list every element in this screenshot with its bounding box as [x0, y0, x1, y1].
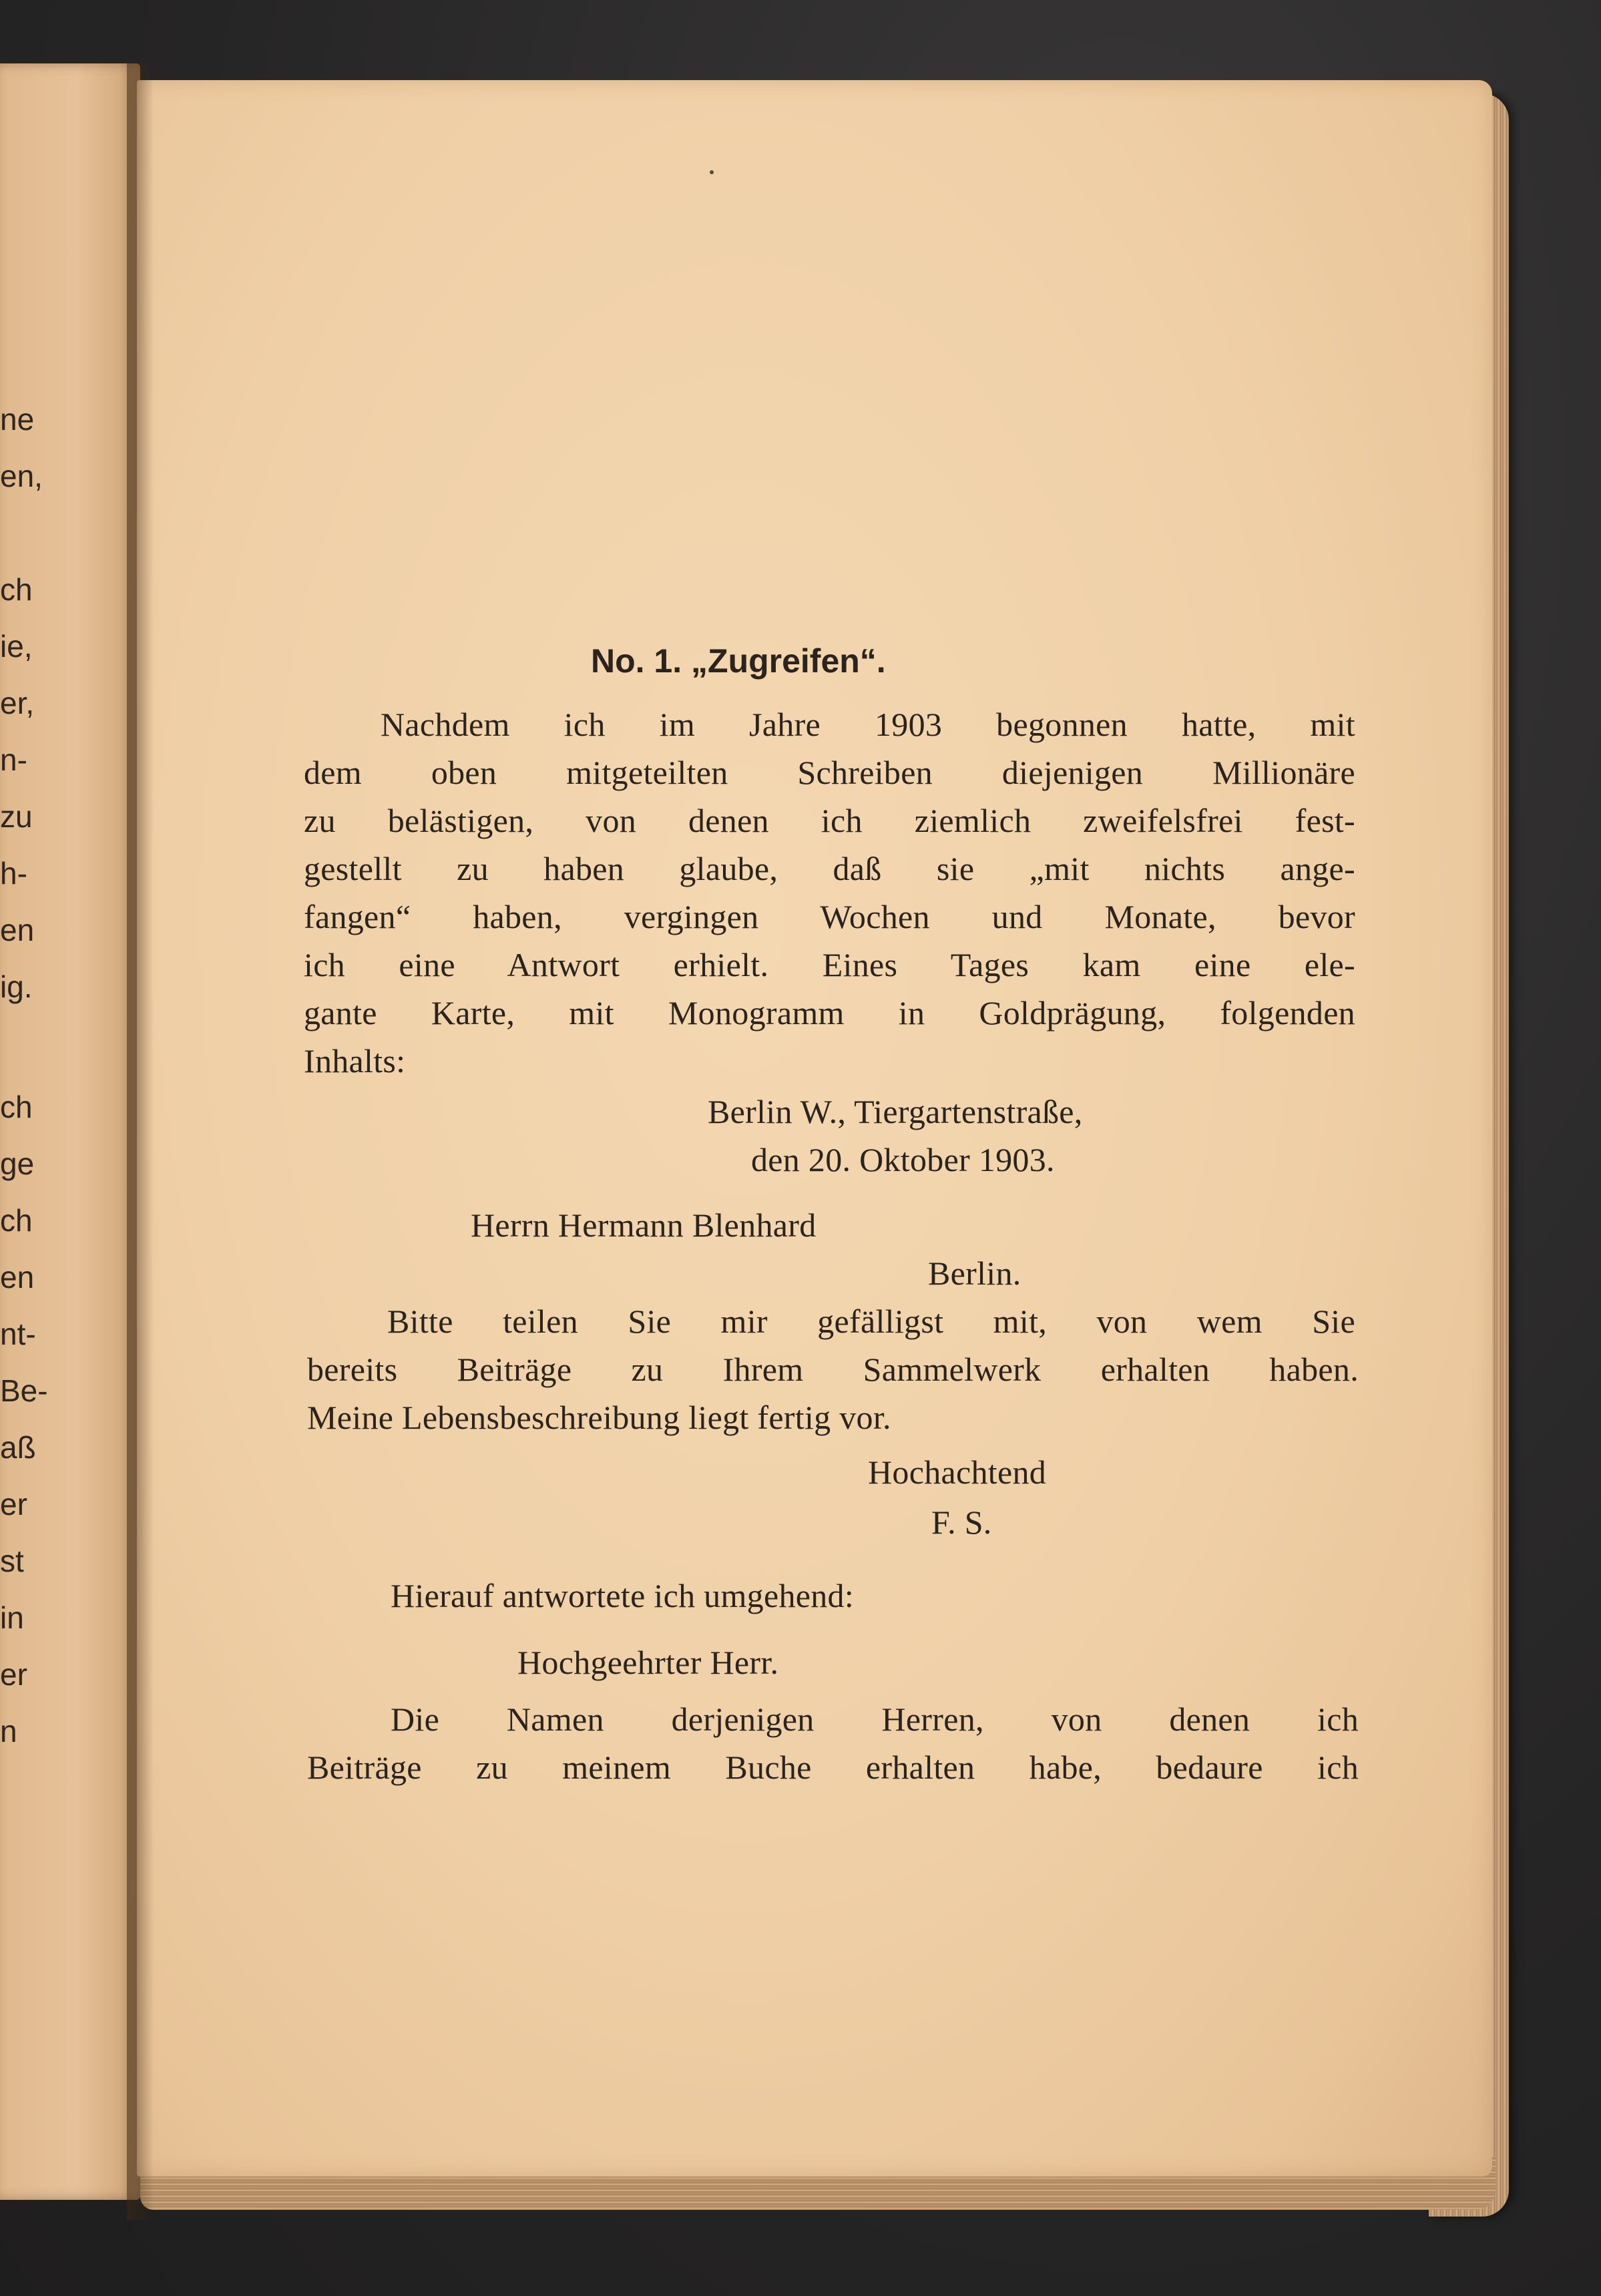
fragment: ch — [0, 1203, 33, 1238]
paragraph-line: Nachdem ich im Jahre 1903 begonnen hatte, mit — [381, 706, 1355, 743]
letter-addressee: Herrn Hermann Blenhard — [471, 1206, 817, 1244]
fragment: en — [0, 913, 35, 947]
reply-body-line: Beiträge zu meinem Buche erhalten habe, bedaure ich — [307, 1749, 1359, 1786]
fragment: aß — [0, 1430, 36, 1465]
letter-body-line: Bitte teilen Sie mir gefälligst mit, von wem Sie — [387, 1303, 1355, 1340]
fragment: n- — [0, 742, 27, 777]
letter-body-line: bereits Beiträge zu Ihrem Sammelwerk erhalten haben. — [307, 1351, 1359, 1388]
fragment: er — [0, 1487, 27, 1522]
book-page — [137, 80, 1492, 2176]
letter-place: Berlin W., Tiergartenstraße, — [708, 1093, 1083, 1130]
paragraph-line: gestellt zu haben glaube, daß sie „mit nichts ange- — [304, 850, 1355, 887]
page-speck — [710, 170, 714, 174]
fragment: nt- — [0, 1317, 36, 1351]
letter-addressee-city: Berlin. — [928, 1254, 1021, 1292]
fragment: ig. — [0, 969, 33, 1004]
gutter-shadow — [127, 63, 154, 2220]
letter-closing: Hochachtend — [868, 1453, 1047, 1491]
reply-salutation: Hochgeehrter Herr. — [517, 1644, 779, 1681]
fragment: h- — [0, 856, 27, 891]
fragment: en, — [0, 459, 43, 493]
paragraph-line: zu belästigen, von denen ich ziemlich zweifelsfrei fest- — [304, 802, 1355, 839]
letter-date: den 20. Oktober 1903. — [751, 1141, 1055, 1178]
reply-body-line: Die Namen derjenigen Herren, von denen ich — [391, 1700, 1359, 1738]
paragraph-line: dem oben mitgeteilten Schreiben diejenigen Millionäre — [304, 754, 1355, 791]
paragraph-line: Inhalts: — [304, 1042, 406, 1080]
paragraph-line: fangen“ haben, vergingen Wochen und Monate, bevor — [304, 898, 1355, 935]
letter-signature: F. S. — [931, 1504, 992, 1541]
fragment: st — [0, 1544, 24, 1578]
fragment: in — [0, 1600, 24, 1635]
paragraph-line: gante Karte, mit Monogramm in Goldprägung, folgenden — [304, 994, 1355, 1031]
paragraph-line: ich eine Antwort erhielt. Eines Tages kam eine ele- — [304, 946, 1355, 983]
facing-page — [0, 63, 140, 2200]
fragment: ch — [0, 1090, 33, 1124]
section-heading: No. 1. „Zugreifen“. — [591, 642, 886, 680]
fragment: zu — [0, 799, 33, 834]
fragment: ch — [0, 572, 33, 607]
fragment: ie, — [0, 629, 33, 664]
fragment: Be- — [0, 1373, 48, 1408]
fragment: ge — [0, 1146, 35, 1181]
fragment: er, — [0, 686, 35, 720]
fragment: n — [0, 1714, 17, 1749]
fragment: ne — [0, 402, 35, 437]
letter-body-line: Meine Lebensbeschreibung liegt fertig vor. — [307, 1399, 891, 1436]
fragment: er — [0, 1657, 27, 1692]
fragment: en — [0, 1260, 35, 1295]
reply-intro: Hierauf antwortete ich umgehend: — [391, 1577, 855, 1614]
